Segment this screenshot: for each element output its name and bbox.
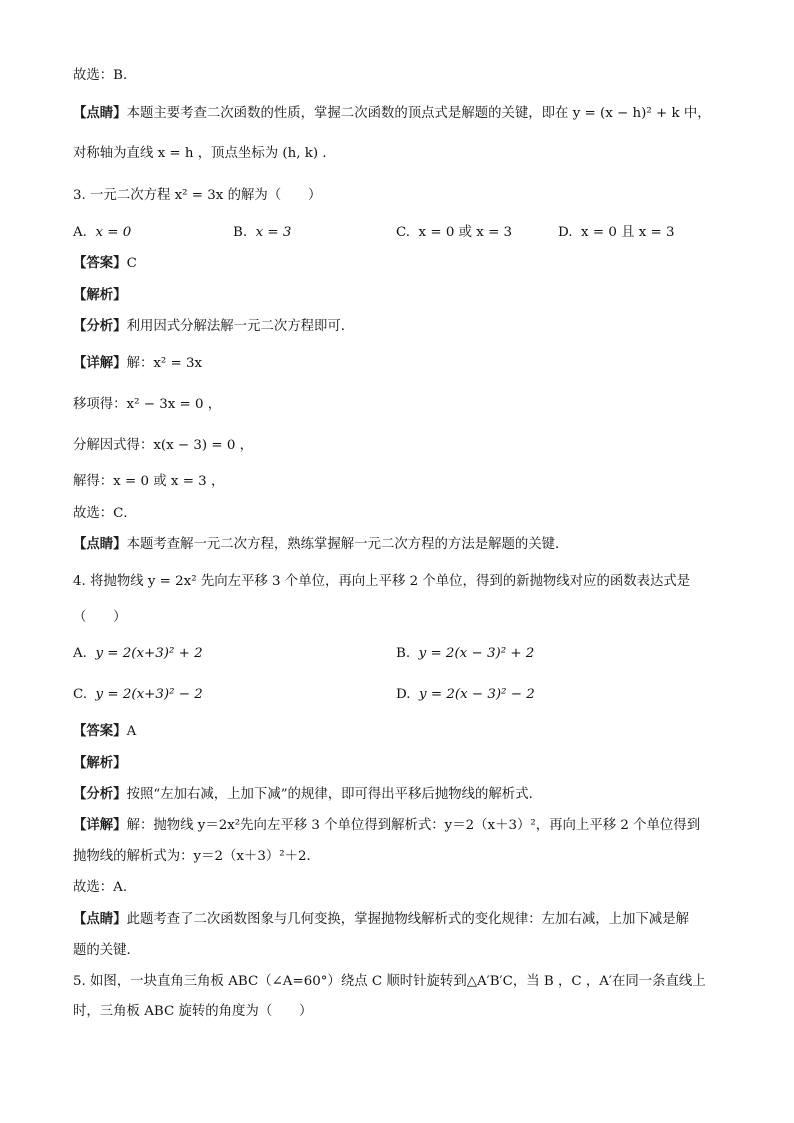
text-line <box>73 755 127 773</box>
q4-option-d: D. y = 2(x − 3)² − 2 <box>396 687 535 702</box>
text-line: 【详解】解：抛物线 y＝2x²先向左平移 3 个单位得到解析式：y＝2（x＋3）²，再向上平移 2 个单位得到 <box>73 818 701 833</box>
q4-option-c: C. y = 2(x+3)² − 2 <box>73 687 203 702</box>
text-line: 【答案】C <box>73 256 137 271</box>
section-tag: 【详解】 <box>73 818 127 833</box>
q3-option-c: C. x = 0 或 x = 3 <box>396 225 513 240</box>
text-line: 【答案】A <box>73 724 137 739</box>
text-line: 【分析】按照“左加右减，上加下减”的规律，即可得出平移后抛物线的解析式． <box>73 787 542 802</box>
q3-option-d: D. x = 0 且 x = 3 <box>558 225 675 240</box>
section-tag: 【解析】 <box>73 756 127 771</box>
question-4-stem: 4. 将抛物线 y = 2x² 先向左平移 3 个单位，再向上平移 2 个单位，得到的新抛物线对应的函数表达式是 <box>73 574 691 589</box>
text-line: 时，三角板 ABC 旋转的角度为（ ） <box>73 1004 313 1019</box>
section-tag: 【答案】 <box>73 724 127 739</box>
text-line: 解得：x = 0 或 x = 3 ， <box>73 474 225 489</box>
text-line: 故选：C． <box>73 506 137 521</box>
q3-option-a: A. x = 0 <box>73 225 132 240</box>
text-line: 【点睛】此题考查了二次函数图象与几何变换，掌握抛物线解析式的变化规律：左加右减，上加下减是解 <box>73 912 689 927</box>
text-line: 【分析】利用因式分解法解一元二次方程即可． <box>73 319 355 334</box>
question-5-stem: 5. 如图，一块直角三角板 ABC（∠A=60°）绕点 C 顺时针旋转到△A′B′C，当 B ，C ，A′在同一条直线上 <box>73 974 706 989</box>
text-line <box>73 287 127 305</box>
text-line: 【点睛】本题考查解一元二次方程，熟练掌握解一元二次方程的方法是解题的关键． <box>73 537 569 552</box>
text-line: 抛物线的解析式为：y＝2（x＋3）²＋2． <box>73 849 320 864</box>
text-line: 题的关键． <box>73 943 140 958</box>
q3-option-b: B. x = 3 <box>233 225 292 240</box>
text-line: 移项得：x² − 3x = 0 ， <box>73 397 222 412</box>
question-3-stem: 3. 一元二次方程 x² = 3x 的解为（ ） <box>73 188 322 203</box>
section-tag: 【答案】 <box>73 256 127 271</box>
text-line: 【点睛】本题主要考查二次函数的性质，掌握二次函数的顶点式是解题的关键，即在 y = (x − h)² + k 中， <box>73 106 711 121</box>
q4-option-a: A. y = 2(x+3)² + 2 <box>73 646 203 661</box>
section-tag: 【点睛】 <box>73 537 127 552</box>
text-line: 对称轴为直线 x = h ，顶点坐标为 (h, k) ． <box>73 146 336 161</box>
section-tag: 【点睛】 <box>73 912 127 927</box>
text-line: （ ） <box>73 610 127 625</box>
section-tag: 【详解】 <box>73 356 127 371</box>
text-line: 故选：A． <box>73 880 137 895</box>
section-tag: 【分析】 <box>73 319 127 334</box>
text-line: 分解因式得：x(x − 3) = 0 ， <box>73 438 254 453</box>
text-line: 故选：B． <box>73 68 137 83</box>
text-line: 【详解】解：x² = 3x <box>73 356 203 371</box>
section-tag: 【解析】 <box>73 288 127 303</box>
q4-option-b: B. y = 2(x − 3)² + 2 <box>396 646 535 661</box>
section-tag: 【分析】 <box>73 787 127 802</box>
section-tag: 【点睛】 <box>73 106 127 121</box>
